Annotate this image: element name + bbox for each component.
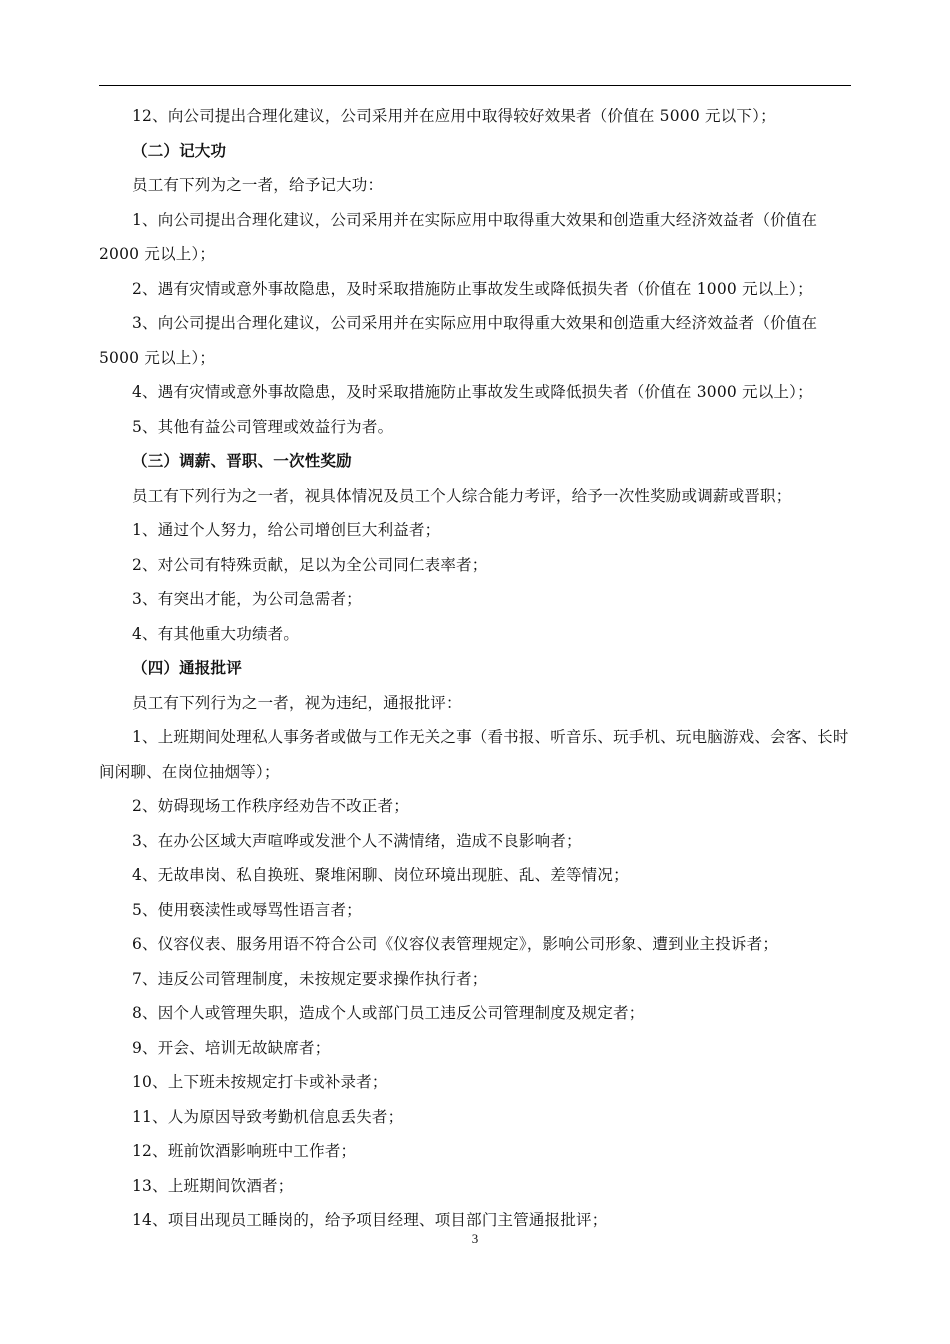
paragraph-line: 1、上班期间处理私人事务者或做与工作无关之事（看书报、听音乐、玩手机、玩电脑游戏、会客、长时 <box>132 728 849 746</box>
page-number: 3 <box>471 1231 479 1246</box>
paragraph-line: 员工有下列行为之一者，视为违纪，通报批评： <box>132 693 462 712</box>
paragraph-line: 3、在办公区域大声喧哗或发泄个人不满情绪，造成不良影响者； <box>132 831 582 850</box>
paragraph-line: 2、对公司有特殊贡献，足以为全公司同仁表率者； <box>132 555 488 574</box>
paragraph-line: 13、上班期间饮酒者； <box>132 1176 294 1195</box>
paragraph-line: 1、通过个人努力，给公司增创巨大利益者； <box>132 521 441 539</box>
paragraph-continuation: 间闲聊、在岗位抽烟等）； <box>99 762 280 781</box>
paragraph-line: 员工有下列行为之一者，视具体情况及员工个人综合能力考评，给予一次性奖励或调薪或晋职； <box>132 486 792 505</box>
paragraph-line: 5、使用亵渎性或辱骂性语言者； <box>132 900 362 919</box>
paragraph-line: 3、向公司提出合理化建议，公司采用并在实际应用中取得重大效果和创造重大经济效益者（价值在 <box>132 314 818 332</box>
document-body <box>99 99 851 1238</box>
paragraph-line: 8、因个人或管理失职，造成个人或部门员工违反公司管理制度及规定者； <box>132 1004 645 1022</box>
paragraph-line: 4、遇有灾情或意外事故隐患，及时采取措施防止事故发生或降低损失者（价值在 3000 元以上）； <box>132 383 813 401</box>
paragraph-line: 7、违反公司管理制度，未按规定要求操作执行者； <box>132 969 488 988</box>
paragraph-line: 4、无故串岗、私自换班、聚堆闲聊、岗位环境出现脏、乱、差等情况； <box>132 866 629 884</box>
paragraph-line: 员工有下列为之一者，给予记大功： <box>132 176 384 194</box>
section-heading: （四）通报批评 <box>132 658 242 677</box>
paragraph-line: 10、上下班未按规定打卡或补录者； <box>132 1073 388 1091</box>
paragraph-line: 1、向公司提出合理化建议，公司采用并在实际应用中取得重大效果和创造重大经济效益者（价值在 <box>132 210 818 229</box>
paragraph-line: 14、项目出现员工睡岗的，给予项目经理、项目部门主管通报批评； <box>132 1211 608 1229</box>
paragraph-continuation: 5000 元以上）； <box>99 348 216 367</box>
paragraph-line: 4、有其他重大功绩者。 <box>132 624 300 643</box>
paragraph-line: 2、遇有灾情或意外事故隐患，及时采取措施防止事故发生或降低损失者（价值在 1000 元以上）； <box>132 279 813 298</box>
paragraph-continuation: 2000 元以上）； <box>99 245 216 263</box>
paragraph-line: 6、仪容仪表、服务用语不符合公司《仪容仪表管理规定》，影响公司形象、遭到业主投诉者； <box>132 935 779 953</box>
paragraph-line: 9、开会、培训无故缺席者； <box>132 1038 331 1057</box>
paragraph-line: 3、有突出才能，为公司急需者； <box>132 590 362 608</box>
header-rule <box>99 85 851 86</box>
paragraph-line: 11、人为原因导致考勤机信息丢失者； <box>132 1107 404 1126</box>
paragraph-line: 2、妨碍现场工作秩序经劝告不改正者； <box>132 797 409 815</box>
section-heading: （三）调薪、晋职、一次性奖励 <box>132 451 352 470</box>
paragraph-line: 12、向公司提出合理化建议，公司采用并在应用中取得较好效果者（价值在 5000 元以下）； <box>132 107 776 125</box>
paragraph-line: 5、其他有益公司管理或效益行为者。 <box>132 417 394 436</box>
section-heading: （二）记大功 <box>132 140 227 160</box>
paragraph-line: 12、班前饮酒影响班中工作者； <box>132 1142 357 1160</box>
